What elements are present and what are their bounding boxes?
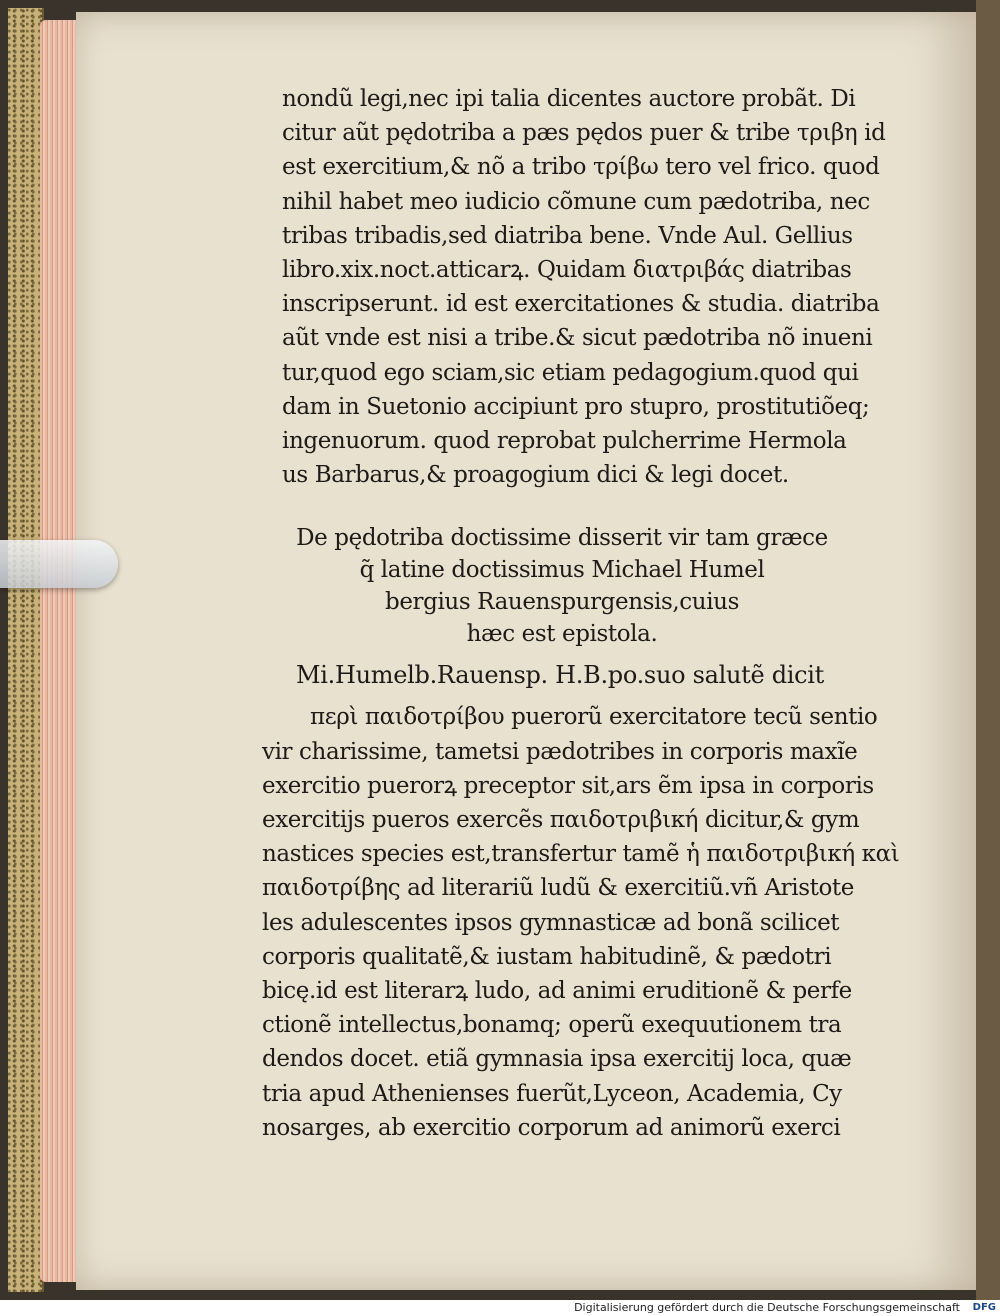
- text-line: ingenuorum. quod reprobat pulcherrime Hermola: [282, 428, 847, 455]
- text-line: bicę.id est literarꝝ ludo, ad animi eruditionẽ & perfe: [262, 978, 852, 1005]
- text-line: ctionẽ intellectus,bonamq; operũ exequutionem tra: [262, 1012, 842, 1039]
- book-cover-right: [976, 0, 1000, 1300]
- letter-paragraph: [262, 700, 902, 1145]
- page-marker-tab: [0, 540, 118, 588]
- text-line: corporis qualitatẽ,& iustam habitudinẽ, & pædotri: [262, 943, 832, 970]
- text-line: nihil habet meo iudicio cõmune cum pædotriba, nec: [282, 188, 870, 215]
- text-line: tria apud Athenienses fuerũt,Lyceon, Academia, Cy: [262, 1080, 842, 1107]
- text-line: dendos docet. etiã gymnasia ipsa exercitij loca, quæ: [262, 1046, 852, 1073]
- text-line: est exercitium,& nõ a tribo τρίβω tero vel frico. quod: [282, 154, 880, 181]
- text-line: dam in Suetonio accipiunt pro stupro, prostitutiõeq;: [282, 393, 870, 420]
- text-line: citur aũt pędotriba a pæs pędos puer & tribe τριβη id: [282, 120, 886, 147]
- text-line: περὶ παιδοτρίβου puerorũ exercitatore tecũ sentio: [310, 704, 878, 731]
- text-line: us Barbarus,& proagogium dici & legi docet.: [282, 462, 789, 489]
- text-line: exercitio puerorꝝ preceptor sit,ars ẽm ipsa in corporis: [262, 772, 874, 799]
- section-heading: [262, 522, 862, 650]
- funding-credit: Digitalisierung gefördert durch die Deutsche Forschungsgemeinschaft: [574, 1301, 960, 1314]
- heading-line: bergius Rauenspurgensis,cuius: [385, 589, 739, 616]
- text-line: nondũ legi,nec ipi talia dicentes auctore probãt. Di: [282, 86, 856, 112]
- text-line: tur,quod ego sciam,sic etiam pedagogium.quod qui: [282, 359, 859, 386]
- dfg-logo: DFG: [972, 1302, 996, 1313]
- text-line: aũt vnde est nisi a tribe.& sicut pædotriba nõ inueni: [282, 325, 873, 352]
- text-block: [262, 82, 902, 1145]
- heading-line: q̃ latine doctissimus Michael Humel: [359, 557, 765, 584]
- text-line: exercitijs pueros exercẽs παιδοτριβική dicitur,& gym: [262, 807, 860, 834]
- text-line: nastices species est,transfertur tamẽ ἡ παιδοτριβική καὶ: [262, 841, 900, 868]
- text-line: nosarges, ab exercitio corporum ad animorũ exerci: [262, 1114, 841, 1141]
- heading-line: hæc est epistola.: [466, 621, 658, 648]
- text-line: les adulescentes ipsos gymnasticæ ad bonã scilicet: [262, 909, 840, 936]
- text-line: vir charissime, tametsi pædotribes in corporis maxĩe: [262, 738, 858, 765]
- text-line: παιδοτρίβης ad literariũ ludũ & exercitiũ.vñ Aristote: [262, 875, 854, 902]
- heading-line: De pędotriba doctissime disserit vir tam græce: [296, 525, 828, 552]
- page-edges: [40, 20, 80, 1282]
- footer-bar: [0, 1300, 1000, 1316]
- text-line: libro.xix.noct.atticarꝝ. Quidam διατριβάς diatribas: [282, 257, 852, 284]
- text-line: inscripserunt. id est exercitationes & studia. diatriba: [282, 291, 880, 318]
- letter-salutation: Mi.Humelb.Rauensp. H.B.po.suo salutẽ dicit: [296, 661, 825, 690]
- main-paragraph: [282, 82, 902, 492]
- text-line: tribas tribadis,sed diatriba bene. Vnde Aul. Gellius: [282, 222, 853, 249]
- book-cover-left: [8, 8, 44, 1292]
